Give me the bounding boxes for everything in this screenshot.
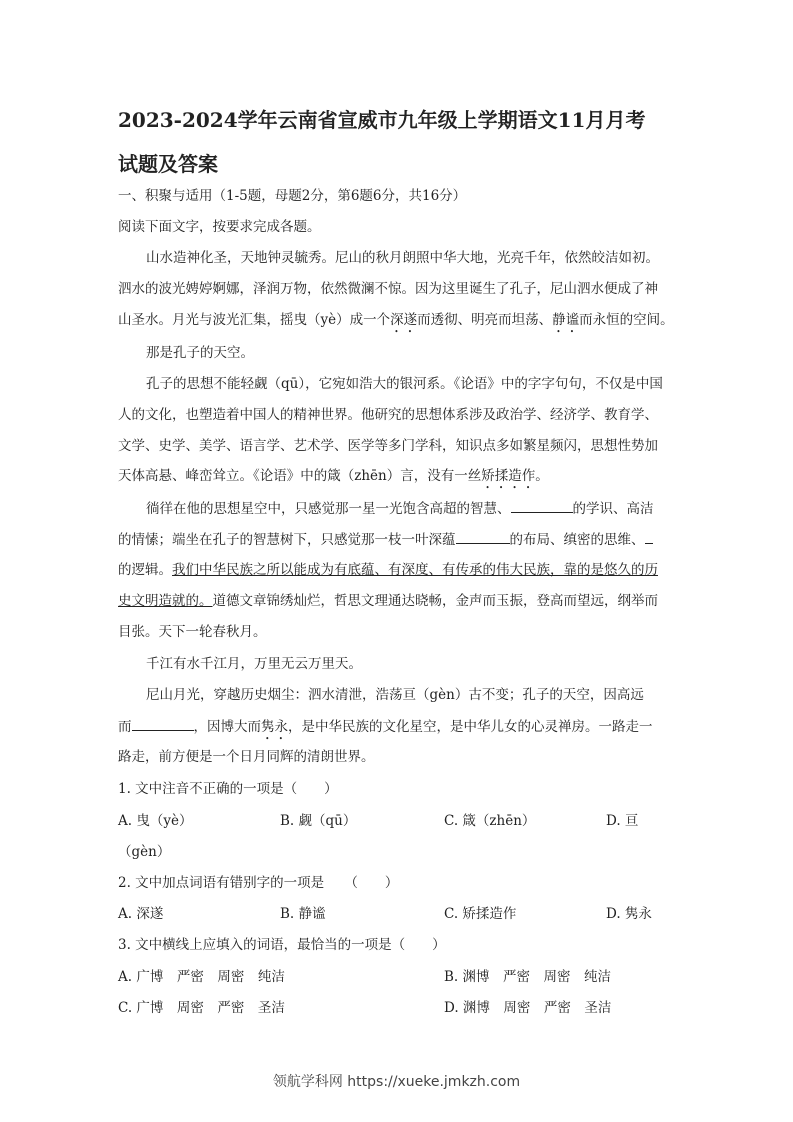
paragraph-1-line-3 [118, 310, 674, 336]
text-span: 的学识、高洁 [572, 501, 654, 517]
title-line-1: 2023-2024学年云南省宣威市九年级上学期语文11月月考 [118, 108, 646, 132]
paragraph-4-line-3 [118, 560, 658, 580]
paragraph-6-line-1: 尼山月光，穿越历史烟尘：泗水清泄，浩荡亘（gèn）古不变；孔子的天空，因高远 [146, 687, 644, 703]
fill-blank-2 [456, 529, 510, 544]
text-span: 的布局、缜密的思维、 [509, 532, 645, 548]
text-span: 。 [535, 468, 549, 484]
question-1-option-d-continued: （gèn） [118, 844, 171, 860]
paragraph-4-line-4 [118, 591, 658, 611]
reading-instruction: 阅读下面文字，按要求完成各题。 [118, 219, 321, 235]
question-2-option-a: A. 深遂 [118, 906, 164, 922]
paragraph-6-line-2 [118, 716, 653, 743]
paragraph-1-line-1: 山水造神化圣，天地钟灵毓秀。尼山的秋月朗照中华大地，光亮千年，依然皎洁如初。 [146, 250, 659, 266]
text-span: ，因博大而 [193, 719, 261, 735]
fill-blank-1 [511, 498, 573, 513]
question-3-option-c: C. 广博 周密 严密 圣洁 [118, 1000, 285, 1016]
document-title [118, 98, 678, 186]
text-span: 徜徉在他的思想星空中，只感觉那一星一光饱含高超的智慧、 [146, 501, 511, 517]
question-1-option-c: C. 箴（zhēn） [444, 813, 536, 829]
paragraph-4-line-5: 目张。天下一轮春秋月。 [118, 624, 267, 640]
fill-blank-4 [132, 716, 194, 731]
text-span: ，是中华民族的文化星空，是中华儿女的心灵禅房。一路走一 [288, 719, 653, 735]
text-span: 山圣水。月光与波光汇集，摇曳（yè）成一个 [118, 312, 391, 328]
text-span: 的逻辑。 [118, 562, 172, 578]
dotted-word-jiaorouzaozuo: 矫揉造作 [481, 468, 536, 484]
paragraph-1-line-2: 泗水的波光娉婷婀娜，泽润万物，依然微澜不惊。因为这里诞生了孔子，尼山泗水便成了神 [118, 281, 658, 297]
underlined-sentence: 我们中华民族之所以能成为有底蕴、有深度、有传承的伟大民族，靠的是悠久的历 [172, 562, 658, 578]
question-3-option-d: D. 渊博 周密 严密 圣洁 [444, 1000, 612, 1016]
question-2-stem: 2. 文中加点词语有错别字的一项是 （ ） [118, 875, 399, 891]
paragraph-4-line-2 [118, 529, 653, 550]
question-1-stem: 1. 文中注音不正确的一项是（ ） [118, 781, 338, 797]
dotted-word-juanyong: 隽永 [261, 719, 288, 735]
question-2-option-b: B. 静谧 [280, 906, 326, 922]
fill-blank-3 [645, 529, 653, 544]
paragraph-6-line-3: 路走，前方便是一个日月同辉的清朗世界。 [118, 749, 375, 765]
question-3-stem: 3. 文中横线上应填入的词语，最恰当的一项是（ ） [118, 937, 446, 953]
text-span: 而 [118, 719, 132, 735]
question-3-option-b: B. 渊博 严密 周密 纯洁 [444, 969, 612, 985]
paragraph-5: 千江有水千江月，万里无云万里天。 [146, 656, 362, 672]
dotted-word-jingmi: 静谧 [552, 312, 580, 328]
paragraph-3-line-1: 孔子的思想不能轻觑（qū），它宛如浩大的银河系。《论语》中的字字句句，不仅是中国 [146, 376, 663, 392]
question-1-option-b: B. 觑（qū） [280, 813, 357, 829]
text-span: 的情愫；端坐在孔子的智慧树下，只感觉那一枝一叶深蕴 [118, 532, 456, 548]
text-span: 而透彻、明亮而坦荡、 [417, 312, 553, 328]
question-3-option-a: A. 广博 严密 周密 纯洁 [118, 969, 285, 985]
text-span: 天体高悬、峰峦耸立。《论语》中的箴（zhēn）言，没有一丝 [118, 468, 482, 484]
question-1-option-d: D. 亘 [606, 813, 639, 829]
dotted-word-shensui: 深遂 [390, 312, 418, 328]
page-footer-watermark: 领航学科网 https://xueke.jmkzh.com [272, 1074, 521, 1090]
section-heading: 一、积聚与适用（1-5题，母题2分，第6题6分，共16分） [118, 188, 467, 204]
paragraph-2: 那是孔子的天空。 [146, 345, 254, 361]
underlined-sentence-end: 史文明造就的。 [118, 593, 213, 609]
paragraph-3-line-2: 人的文化，也塑造着中国人的精神世界。他研究的思想体系涉及政治学、经济学、教育学、 [118, 407, 658, 423]
paragraph-3-line-3: 文学、史学、美学、语言学、艺术学、医学等多门学科，知识点多如繁星频闪，思想性势加 [118, 438, 658, 454]
title-line-2: 试题及答案 [118, 152, 218, 176]
text-span: 道德文章锦绣灿烂，哲思文理通达晓畅，金声而玉振，登高而望远，纲举而 [212, 593, 658, 609]
question-2-option-c: C. 矫揉造作 [444, 906, 517, 922]
question-1-option-a: A. 曳（yè） [118, 813, 193, 829]
paragraph-3-line-4 [118, 466, 549, 492]
paragraph-4-line-1 [146, 498, 654, 519]
question-2-option-d: D. 隽永 [606, 906, 652, 922]
text-span: 而永恒的空间。 [579, 312, 674, 328]
